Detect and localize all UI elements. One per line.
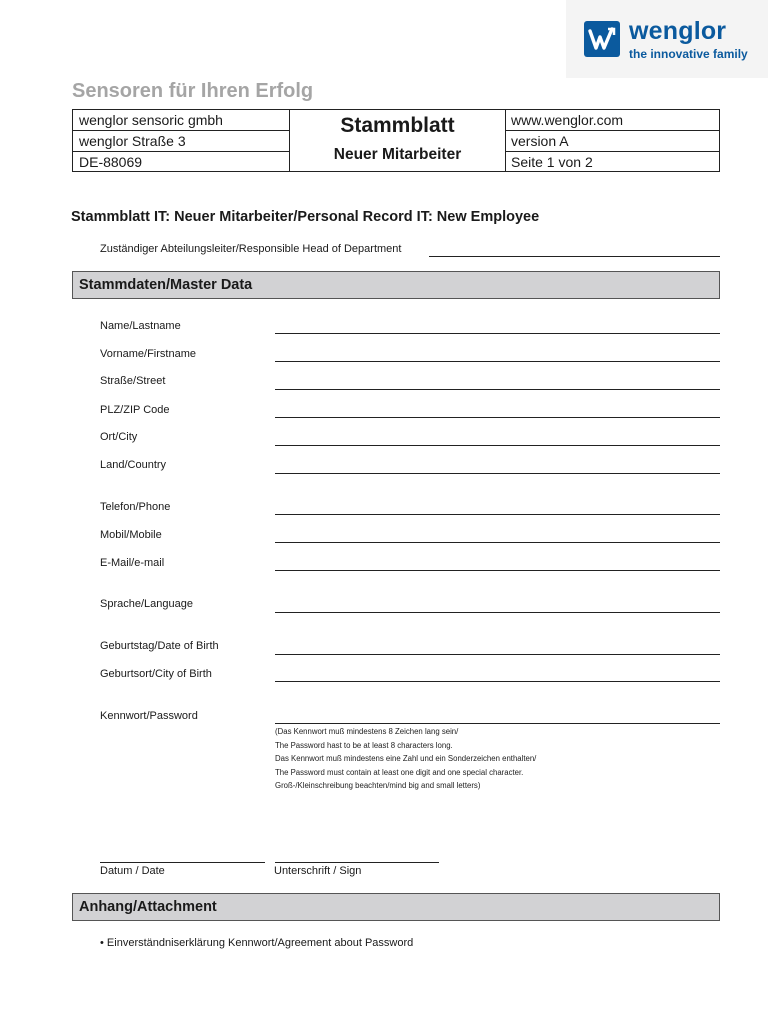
field-label-language: Sprache/Language bbox=[100, 598, 193, 610]
divider bbox=[73, 130, 289, 131]
field-label-lastname: Name/Lastname bbox=[100, 320, 181, 332]
field-label-country: Land/Country bbox=[100, 459, 167, 471]
section-header-attachment bbox=[72, 893, 720, 921]
company-postcode: DE-88069 bbox=[79, 154, 143, 170]
section-title: Anhang/Attachment bbox=[79, 899, 217, 915]
logo-wordmark: wenglor bbox=[629, 17, 727, 45]
zip-field[interactable] bbox=[275, 417, 720, 418]
field-label-city-of-birth: Geburtsort/City of Birth bbox=[100, 668, 212, 680]
attachment-item bbox=[100, 937, 413, 949]
field-label-phone: Telefon/Phone bbox=[100, 501, 171, 513]
field-label-city: Ort/City bbox=[100, 431, 138, 443]
slogan: Sensoren für Ihren Erfolg bbox=[72, 80, 314, 102]
password-field[interactable] bbox=[275, 723, 720, 724]
version: version A bbox=[511, 133, 569, 149]
logo-tagline: the innovative family bbox=[629, 47, 748, 61]
company-name: wenglor sensoric gmbh bbox=[79, 112, 223, 128]
head-of-department-label: Zuständiger Abteilungsleiter/Responsible Head of Department bbox=[100, 243, 402, 255]
password-requirements-note bbox=[275, 725, 536, 793]
field-label-date-of-birth: Geburtstag/Date of Birth bbox=[100, 640, 219, 652]
document-subtitle: Neuer Mitarbeiter bbox=[333, 146, 462, 163]
firstname-field[interactable] bbox=[275, 361, 720, 362]
field-label-mobile: Mobil/Mobile bbox=[100, 529, 162, 541]
field-label-zip: PLZ/ZIP Code bbox=[100, 404, 170, 416]
note-line: (Das Kennwort muß mindestens 8 Zeichen lang sein/ bbox=[275, 727, 459, 736]
header-table bbox=[72, 109, 720, 172]
date-of-birth-field[interactable] bbox=[275, 654, 720, 655]
country-field[interactable] bbox=[275, 473, 720, 474]
street-field[interactable] bbox=[275, 389, 720, 390]
field-label-password: Kennwort/Password bbox=[100, 710, 198, 722]
email-field[interactable] bbox=[275, 570, 720, 571]
field-label-email: E-Mail/e-mail bbox=[100, 557, 165, 569]
section-header-master-data bbox=[72, 271, 720, 299]
city-of-birth-field[interactable] bbox=[275, 681, 720, 682]
wenglor-logo-icon bbox=[584, 21, 620, 57]
sign-field[interactable] bbox=[275, 862, 439, 863]
note-line: The Password must contain at least one digit and one special character. bbox=[275, 767, 524, 777]
date-label: Datum / Date bbox=[100, 865, 165, 877]
divider bbox=[505, 130, 720, 131]
note-line: Das Kennwort muß mindestens eine Zahl und ein Sonderzeichen enthalten/ bbox=[275, 754, 537, 763]
document-title: Stammblatt bbox=[340, 114, 455, 137]
date-signature-field[interactable] bbox=[100, 862, 265, 863]
note-line: The Password hast to be at least 8 characters long. bbox=[275, 740, 453, 750]
field-label-firstname: Vorname/Firstname bbox=[100, 348, 196, 360]
city-field[interactable] bbox=[275, 445, 720, 446]
note-line: Groß-/Kleinschreibung beachten/mind big and small letters) bbox=[275, 781, 481, 790]
head-of-department-field[interactable] bbox=[429, 256, 720, 257]
lastname-field[interactable] bbox=[275, 333, 720, 334]
mobile-field[interactable] bbox=[275, 542, 720, 543]
divider bbox=[505, 151, 720, 152]
phone-field[interactable] bbox=[275, 514, 720, 515]
divider bbox=[505, 110, 506, 171]
website: www.wenglor.com bbox=[511, 112, 624, 128]
page-number: Seite 1 von 2 bbox=[511, 154, 593, 170]
language-field[interactable] bbox=[275, 612, 720, 613]
attachment-item-label: Einverständniserklärung Kennwort/Agreement about Password bbox=[106, 937, 414, 949]
bullet-icon: • bbox=[100, 937, 107, 949]
company-street: wenglor Straße 3 bbox=[79, 133, 186, 149]
divider bbox=[73, 151, 289, 152]
field-label-street: Straße/Street bbox=[100, 375, 166, 387]
section-title: Stammdaten/Master Data bbox=[79, 277, 253, 293]
form-heading: Stammblatt IT: Neuer Mitarbeiter/Personal Record IT: New Employee bbox=[71, 209, 540, 225]
sign-label: Unterschrift / Sign bbox=[274, 865, 362, 877]
